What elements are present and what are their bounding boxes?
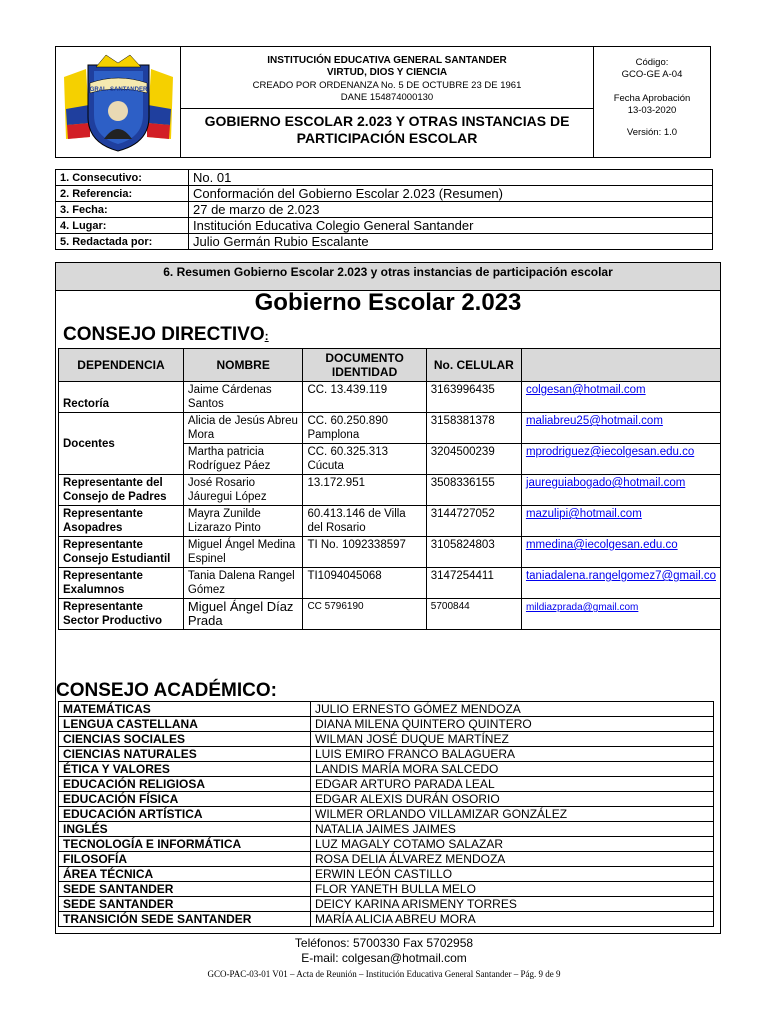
table-row <box>59 537 721 568</box>
table-row <box>59 807 714 822</box>
meta-value: No. 01 <box>189 170 713 186</box>
subject-cell: CIENCIAS SOCIALES <box>59 732 311 747</box>
meta-value: Julio Germán Rubio Escalante <box>189 234 713 250</box>
subject-cell: SEDE SANTANDER <box>59 882 311 897</box>
flag-left-red <box>67 123 90 139</box>
teacher-cell: ROSA DELIA ÁLVAREZ MENDOZA <box>311 852 714 867</box>
subject-cell: CIENCIAS NATURALES <box>59 747 311 762</box>
email-link[interactable]: maliabreu25@hotmail.com <box>525 415 663 427</box>
table-row <box>59 506 721 537</box>
email-cell <box>521 537 720 568</box>
subject-cell: ÉTICA Y VALORES <box>59 762 311 777</box>
consejo-academico-heading: CONSEJO ACADÉMICO: <box>56 680 277 701</box>
dane-code: DANE 154874000130 <box>340 92 434 103</box>
dependencia-cell: Docentes <box>59 413 184 475</box>
email-link[interactable]: mprodriguez@iecolgesan.edu.co <box>525 446 695 458</box>
column-header <box>521 349 720 382</box>
subject-cell: TECNOLOGÍA E INFORMÁTICA <box>59 837 311 852</box>
nombre-cell: José Rosario Jáuregui López <box>183 475 303 506</box>
teacher-cell: LUIS EMIRO FRANCO BALAGUERA <box>311 747 714 762</box>
table-row <box>59 867 714 882</box>
code-label: Código: <box>635 57 669 68</box>
meta-value: 27 de marzo de 2.023 <box>189 202 713 218</box>
celular-cell: 3105824803 <box>426 537 521 568</box>
consejo-directivo-label: CONSEJO DIRECTIVO <box>63 324 265 345</box>
email-cell <box>521 382 720 413</box>
column-header: DOCUMENTO IDENTIDAD <box>303 349 426 382</box>
consejo-directivo-colon: : <box>264 329 269 343</box>
teacher-cell: JULIO ERNESTO GÓMEZ MENDOZA <box>311 702 714 717</box>
approval-value: 13-03-2020 <box>627 105 677 116</box>
table-row <box>59 882 714 897</box>
meta-row <box>56 186 713 202</box>
institution-name: INSTITUCIÓN EDUCATIVA GENERAL SANTANDER <box>267 55 507 66</box>
celular-cell: 5700844 <box>426 599 521 630</box>
table-row <box>59 792 714 807</box>
meta-key: 1. Consecutivo: <box>56 170 189 186</box>
meta-row <box>56 234 713 250</box>
documento-cell: CC. 13.439.119 <box>303 382 426 413</box>
email-cell <box>521 568 720 599</box>
table-row <box>59 912 714 927</box>
table-row <box>59 413 721 444</box>
coat-of-arms-icon <box>56 47 181 157</box>
celular-cell: 3508336155 <box>426 475 521 506</box>
column-header: DEPENDENCIA <box>59 349 184 382</box>
column-header: NOMBRE <box>183 349 303 382</box>
table-row <box>59 382 721 413</box>
nombre-cell: Mayra Zunilde Lizarazo Pinto <box>183 506 303 537</box>
dependencia-cell: Representante Asopadres <box>59 506 184 537</box>
version: Versión: 1.0 <box>626 127 678 138</box>
table-row <box>59 747 714 762</box>
subject-cell: EDUCACIÓN FÍSICA <box>59 792 311 807</box>
teacher-cell: FLOR YANETH BULLA MELO <box>311 882 714 897</box>
subject-cell: SEDE SANTANDER <box>59 897 311 912</box>
meta-table <box>55 169 713 250</box>
table-row <box>59 837 714 852</box>
email-cell <box>521 475 720 506</box>
email-link[interactable]: mazulipi@hotmail.com <box>525 508 642 520</box>
flag-right-red <box>147 123 170 139</box>
meta-key: 4. Lugar: <box>56 218 189 234</box>
meta-key: 2. Referencia: <box>56 186 189 202</box>
meta-value: Institución Educativa Colegio General Santander <box>189 218 713 234</box>
section-heading: 6. Resumen Gobierno Escolar 2.023 y otras instancias de participación escolar <box>56 263 720 291</box>
celular-cell: 3147254411 <box>426 568 521 599</box>
teacher-cell: LANDIS MARÍA MORA SALCEDO <box>311 762 714 777</box>
teacher-cell: ERWIN LEÓN CASTILLO <box>311 867 714 882</box>
table-row <box>59 777 714 792</box>
creation-ordinance: CREADO POR ORDENANZA No. 5 DE OCTUBRE 23 DE 1961 <box>252 80 522 91</box>
footer-phones: Teléfonos: 5700330 Fax 5702958 <box>294 936 474 950</box>
document-codes <box>594 47 710 157</box>
table-row <box>59 599 721 630</box>
documento-cell: TI1094045068 <box>303 568 426 599</box>
dependencia-cell: Representante Sector Productivo <box>59 599 184 630</box>
institution-motto: VIRTUD, DIOS Y CIENCIA <box>326 67 448 78</box>
documento-cell: CC. 60.325.313 Cúcuta <box>303 444 426 475</box>
dependencia-cell: Representante Exalumnos <box>59 568 184 599</box>
teacher-cell: WILMAN JOSÉ DUQUE MARTÍNEZ <box>311 732 714 747</box>
email-cell <box>521 413 720 444</box>
consejo-academico-table <box>58 701 714 927</box>
email-cell <box>521 506 720 537</box>
table-row <box>59 717 714 732</box>
meta-key: 5. Redactada por: <box>56 234 189 250</box>
nombre-cell: Miguel Ángel Medina Espinel <box>183 537 303 568</box>
footer-email: E-mail: colgesan@hotmail.com <box>301 951 467 965</box>
school-logo <box>56 47 181 157</box>
documento-cell: CC 5796190 <box>303 599 426 630</box>
documento-cell: 13.172.951 <box>303 475 426 506</box>
subject-cell: EDUCACIÓN RELIGIOSA <box>59 777 311 792</box>
portrait-head <box>108 101 128 121</box>
code-value: GCO-GE A-04 <box>621 69 683 80</box>
table-row <box>59 822 714 837</box>
table-row <box>59 852 714 867</box>
subject-cell: INGLÉS <box>59 822 311 837</box>
approval-label: Fecha Aprobación <box>613 93 691 104</box>
table-row <box>59 568 721 599</box>
meta-row <box>56 218 713 234</box>
column-header: No. CELULAR <box>426 349 521 382</box>
celular-cell: 3158381378 <box>426 413 521 444</box>
teacher-cell: DEICY KARINA ARISMENY TORRES <box>311 897 714 912</box>
table-row <box>59 762 714 777</box>
table-row <box>59 702 714 717</box>
email-link[interactable]: colgesan@hotmail.com <box>525 384 646 396</box>
document-title: GOBIERNO ESCOLAR 2.023 Y OTRAS INSTANCIAS DE PARTICIPACIÓN ESCOLAR <box>204 113 570 146</box>
teacher-cell: DIANA MILENA QUINTERO QUINTERO <box>311 717 714 732</box>
subject-cell: LENGUA CASTELLANA <box>59 717 311 732</box>
celular-cell: 3204500239 <box>426 444 521 475</box>
document-header <box>55 46 711 158</box>
table-header-row <box>59 349 721 382</box>
footer-code-line: GCO-PAC-03-01 V01 – Acta de Reunión – Institución Educativa General Santander – Pág. 9 de 9 <box>207 969 561 979</box>
email-link[interactable]: mmedina@iecolgesan.edu.co <box>525 539 678 551</box>
table-row <box>59 897 714 912</box>
nombre-cell: Tania Dalena Rangel Gómez <box>183 568 303 599</box>
subject-cell: MATEMÁTICAS <box>59 702 311 717</box>
subject-cell: TRANSICIÓN SEDE SANTANDER <box>59 912 311 927</box>
institution-block <box>181 47 594 157</box>
subject-cell: EDUCACIÓN ARTÍSTICA <box>59 807 311 822</box>
nombre-cell: Martha patricia Rodríguez Páez <box>183 444 303 475</box>
meta-row <box>56 170 713 186</box>
teacher-cell: WILMER ORLANDO VILLAMIZAR GONZÁLEZ <box>311 807 714 822</box>
subject-cell: FILOSOFÍA <box>59 852 311 867</box>
meta-key: 3. Fecha: <box>56 202 189 218</box>
logo-text: GRAL. SANTANDER <box>89 87 148 93</box>
celular-cell: 3144727052 <box>426 506 521 537</box>
section-title: Gobierno Escolar 2.023 <box>254 289 522 316</box>
consejo-directivo-heading <box>63 323 269 348</box>
documento-cell: 60.413.146 de Villa del Rosario <box>303 506 426 537</box>
email-cell <box>521 444 720 475</box>
teacher-cell: EDGAR ARTURO PARADA LEAL <box>311 777 714 792</box>
crown <box>96 55 141 67</box>
subject-cell: ÁREA TÉCNICA <box>59 867 311 882</box>
nombre-cell: Miguel Ángel Díaz Prada <box>183 599 303 630</box>
dependencia-cell: Representante del Consejo de Padres <box>59 475 184 506</box>
table-row <box>59 475 721 506</box>
email-link[interactable]: mildiazprada@gmail.com <box>525 602 639 613</box>
documento-cell: CC. 60.250.890 Pamplona <box>303 413 426 444</box>
teacher-cell: MARÍA ALICIA ABREU MORA <box>311 912 714 927</box>
email-link[interactable]: jaureguiabogado@hotmail.com <box>525 477 686 489</box>
documento-cell: TI No. 1092338597 <box>303 537 426 568</box>
meta-row <box>56 202 713 218</box>
email-link[interactable]: taniadalena.rangelgomez7@gmail.co <box>525 570 716 582</box>
nombre-cell: Alicia de Jesús Abreu Mora <box>183 413 303 444</box>
teacher-cell: NATALIA JAIMES JAIMES <box>311 822 714 837</box>
consejo-directivo-table <box>58 348 721 630</box>
nombre-cell: Jaime Cárdenas Santos <box>183 382 303 413</box>
teacher-cell: EDGAR ALEXIS DURÁN OSORIO <box>311 792 714 807</box>
celular-cell: 3163996435 <box>426 382 521 413</box>
table-row <box>59 732 714 747</box>
dependencia-cell: Rectoría <box>59 382 184 413</box>
dependencia-cell: Representante Consejo Estudiantil <box>59 537 184 568</box>
email-cell <box>521 599 720 630</box>
teacher-cell: LUZ MAGALY COTAMO SALAZAR <box>311 837 714 852</box>
divider <box>181 108 593 109</box>
meta-value: Conformación del Gobierno Escolar 2.023 (Resumen) <box>189 186 713 202</box>
